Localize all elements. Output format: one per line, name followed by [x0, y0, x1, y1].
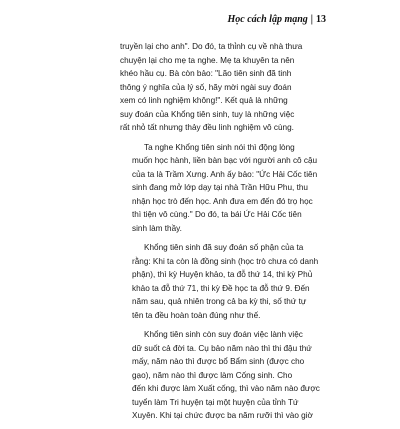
text-line: rằng: Khi ta còn là đồng sinh (học trò chưa có danh [132, 256, 319, 266]
text-line: nhận học trò đến học. Anh đưa em đến đó trọ học [132, 196, 313, 206]
paragraph [120, 40, 306, 135]
text-line: sinh đang mở lớp dạy tại nhà Trần Hữu Phu, thu [132, 183, 308, 192]
text-line: truyền lại cho anh". Do đó, ta thỉnh cụ về nhà thưa [120, 42, 303, 51]
text-line: tuyển làm Tri huyện tại một huyện của tỉnh Tứ [132, 397, 299, 407]
paragraph [120, 141, 318, 236]
text-line: suy đoán của Khổng tiên sinh, tuy là những việc [120, 109, 295, 119]
page-number: 13 [316, 14, 326, 25]
text-line: khéo hầu cụ. Bà còn bảo: "Lão tiên sinh đã tinh [120, 69, 292, 78]
text-line: của ta là Trầm Xưng. Anh ấy bảo: "Ức Hải Cốc tiên [132, 169, 318, 179]
text-line: dữ suốt cả đời ta. Cụ bảo năm nào thì thi đậu thứ [132, 343, 312, 353]
text-line: muốn học hành, liền bàn bạc với người anh cô cậu [132, 156, 318, 165]
text-line: rất nhỏ tất nhưng thảy đều linh nghiệm vô cùng. [120, 123, 294, 132]
text-line: mấy, năm nào thì được bổ Bẩm sinh (được cho [132, 357, 305, 366]
text-line: phận), thì kỳ Huyện khảo, ta đỗ thứ 14, thi kỳ Phủ [132, 270, 313, 279]
text-line: khảo ta đỗ thứ 71, thi kỳ Đề học ta đỗ thứ 9. Đến [132, 283, 310, 293]
text-line: thông ý nghĩa của lý số, hãy mời ngài suy đoán [120, 82, 292, 92]
text-line: Xuyên. Khi tại chức được ba năm rưỡi thì vào giờ [132, 411, 313, 420]
text-line: Khổng tiên sinh còn suy đoán việc lành việc [144, 330, 303, 339]
text-line: thì tiện vô cùng." Do đó, ta bái Ức Hải Cốc tiên [132, 210, 302, 219]
book-title: Học cách lập mạng [227, 14, 308, 25]
text-line: gạo), năm nào thì được làm Cống sinh. Cho [132, 370, 293, 380]
text-line: sinh làm thầy. [132, 223, 182, 233]
paragraph [120, 241, 319, 322]
text-line: chuyện lại cho mẹ ta nghe. Mẹ ta khuyên ta nên [120, 55, 295, 65]
paragraph [120, 328, 320, 423]
body-text [120, 40, 320, 429]
text-line: Ta nghe Khổng tiên sinh nói thì động lòng [144, 142, 295, 152]
running-header [228, 14, 326, 25]
header-separator: | [310, 14, 313, 25]
text-line: xem có linh nghiệm không!". Kết quả là những [120, 96, 288, 105]
text-line: tên ta đều hoàn toàn đúng như thế. [132, 310, 261, 320]
text-line: Khổng tiên sinh đã suy đoán số phận của ta [144, 243, 304, 252]
text-line: đến khi được làm Xuất cống, thì vào năm nào được [132, 384, 320, 393]
text-line: năm sau, quả nhiên trong cả ba kỳ thi, số thứ tự [132, 297, 307, 306]
